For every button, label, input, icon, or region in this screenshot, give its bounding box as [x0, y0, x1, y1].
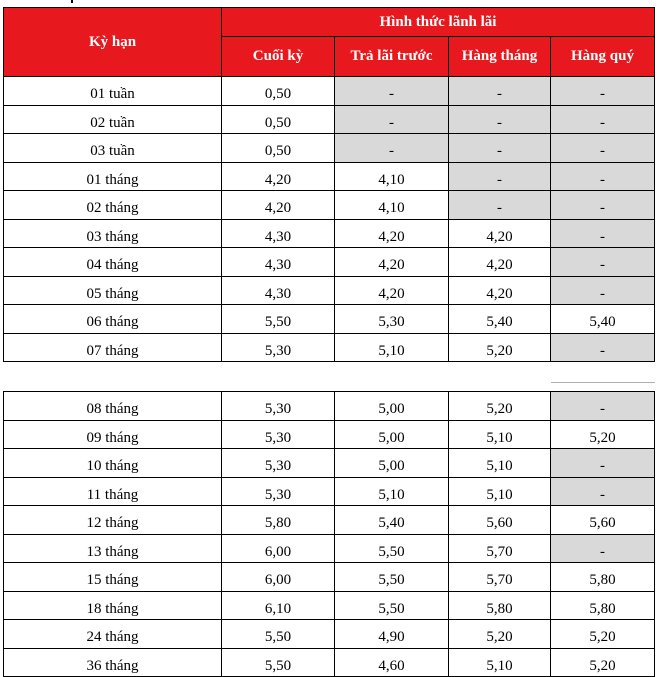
term-cell: 10 tháng [4, 449, 222, 478]
table-row [4, 563, 655, 592]
end-of-term-rate-cell: 4,20 [222, 162, 335, 191]
term-cell: 01 tháng [4, 162, 222, 191]
end-of-term-rate-cell: 4,30 [222, 219, 335, 248]
prepaid-rate-cell: 4,20 [335, 276, 449, 305]
prepaid-rate-cell: 5,00 [335, 449, 449, 478]
end-of-term-rate-cell: 4,30 [222, 276, 335, 305]
term-cell: 02 tuần [4, 105, 222, 134]
end-of-term-rate-cell: 5,50 [222, 648, 335, 677]
term-cell: 07 tháng [4, 333, 222, 362]
term-cell: 15 tháng [4, 563, 222, 592]
end-of-term-rate-cell: 5,30 [222, 392, 335, 421]
quarterly-rate-cell: - [551, 534, 655, 563]
table-row [4, 392, 655, 421]
end-of-term-rate-cell: 4,20 [222, 191, 335, 220]
scan-mark [71, 0, 73, 3]
term-cell: 11 tháng [4, 477, 222, 506]
end-of-term-rate-cell: 6,10 [222, 591, 335, 620]
table-row [4, 162, 655, 191]
table-row [4, 276, 655, 305]
prepaid-rate-cell: 5,00 [335, 420, 449, 449]
prepaid-rate-cell: 5,40 [335, 506, 449, 535]
end-of-term-rate-cell: 4,30 [222, 248, 335, 277]
quarterly-rate-cell: 5,60 [551, 506, 655, 535]
col-header-end-of-term: Cuối kỳ [222, 37, 335, 77]
prepaid-rate-cell: 5,10 [335, 333, 449, 362]
table-row [4, 534, 655, 563]
prepaid-rate-cell: 5,50 [335, 534, 449, 563]
end-of-term-rate-cell: 5,50 [222, 305, 335, 334]
monthly-rate-cell: - [449, 77, 551, 106]
quarterly-rate-cell: - [551, 248, 655, 277]
table-row [4, 105, 655, 134]
monthly-rate-cell: 5,10 [449, 449, 551, 478]
monthly-rate-cell: - [449, 105, 551, 134]
quarterly-rate-cell: - [551, 219, 655, 248]
table-row [4, 506, 655, 535]
col-header-monthly: Hàng tháng [449, 37, 551, 77]
quarterly-rate-cell: - [551, 333, 655, 362]
quarterly-rate-cell: - [551, 477, 655, 506]
end-of-term-rate-cell: 5,30 [222, 333, 335, 362]
table-row [4, 477, 655, 506]
prepaid-rate-cell: 4,10 [335, 162, 449, 191]
term-cell: 04 tháng [4, 248, 222, 277]
term-cell: 03 tuần [4, 134, 222, 163]
term-header: Kỳ hạn [4, 8, 222, 77]
monthly-rate-cell: - [449, 191, 551, 220]
col-header-quarterly: Hàng quý [551, 37, 655, 77]
end-of-term-rate-cell: 0,50 [222, 134, 335, 163]
monthly-rate-cell: - [449, 162, 551, 191]
table-row [4, 305, 655, 334]
end-of-term-rate-cell: 5,30 [222, 420, 335, 449]
quarterly-rate-cell: 5,40 [551, 305, 655, 334]
monthly-rate-cell: 5,10 [449, 648, 551, 677]
quarterly-rate-cell: - [551, 105, 655, 134]
term-cell: 08 tháng [4, 392, 222, 421]
prepaid-rate-cell: - [335, 77, 449, 106]
table-row [4, 333, 655, 362]
prepaid-rate-cell: - [335, 105, 449, 134]
monthly-rate-cell: 5,60 [449, 506, 551, 535]
quarterly-rate-cell: 5,20 [551, 420, 655, 449]
table-row [4, 134, 655, 163]
quarterly-rate-cell: - [551, 449, 655, 478]
end-of-term-rate-cell: 6,00 [222, 563, 335, 592]
prepaid-rate-cell: 5,30 [335, 305, 449, 334]
quarterly-rate-cell: 5,80 [551, 563, 655, 592]
monthly-rate-cell: 5,80 [449, 591, 551, 620]
prepaid-rate-cell: 4,90 [335, 620, 449, 649]
monthly-rate-cell: 5,10 [449, 420, 551, 449]
table-row [4, 420, 655, 449]
payment-method-header: Hình thức lãnh lãi [222, 8, 655, 37]
term-cell: 13 tháng [4, 534, 222, 563]
table-row [4, 191, 655, 220]
term-cell: 24 tháng [4, 620, 222, 649]
col-header-prepaid: Trả lãi trước [335, 37, 449, 77]
monthly-rate-cell: 5,70 [449, 534, 551, 563]
end-of-term-rate-cell: 5,30 [222, 477, 335, 506]
table-row [4, 219, 655, 248]
monthly-rate-cell: 5,70 [449, 563, 551, 592]
table-row [4, 620, 655, 649]
prepaid-rate-cell: 5,10 [335, 477, 449, 506]
term-cell: 09 tháng [4, 420, 222, 449]
table-row [4, 248, 655, 277]
table-row [4, 77, 655, 106]
monthly-rate-cell: 4,20 [449, 219, 551, 248]
quarterly-rate-cell: 5,80 [551, 591, 655, 620]
term-cell: 12 tháng [4, 506, 222, 535]
monthly-rate-cell: - [449, 134, 551, 163]
monthly-rate-cell: 5,40 [449, 305, 551, 334]
prepaid-rate-cell: 4,10 [335, 191, 449, 220]
term-cell: 06 tháng [4, 305, 222, 334]
quarterly-rate-cell: 5,20 [551, 620, 655, 649]
page-break-line [551, 382, 655, 383]
term-cell: 18 tháng [4, 591, 222, 620]
term-cell: 01 tuần [4, 77, 222, 106]
prepaid-rate-cell: 4,60 [335, 648, 449, 677]
monthly-rate-cell: 4,20 [449, 276, 551, 305]
monthly-rate-cell: 4,20 [449, 248, 551, 277]
table-row [4, 449, 655, 478]
table-row [4, 591, 655, 620]
prepaid-rate-cell: 5,00 [335, 392, 449, 421]
end-of-term-rate-cell: 5,30 [222, 449, 335, 478]
prepaid-rate-cell: 5,50 [335, 563, 449, 592]
end-of-term-rate-cell: 6,00 [222, 534, 335, 563]
prepaid-rate-cell: 5,50 [335, 591, 449, 620]
quarterly-rate-cell: - [551, 77, 655, 106]
monthly-rate-cell: 5,20 [449, 333, 551, 362]
end-of-term-rate-cell: 5,80 [222, 506, 335, 535]
quarterly-rate-cell: - [551, 162, 655, 191]
interest-rate-table-part2 [3, 391, 655, 677]
quarterly-rate-cell: - [551, 191, 655, 220]
monthly-rate-cell: 5,20 [449, 620, 551, 649]
table-row [4, 648, 655, 677]
end-of-term-rate-cell: 0,50 [222, 77, 335, 106]
term-cell: 03 tháng [4, 219, 222, 248]
term-cell: 05 tháng [4, 276, 222, 305]
prepaid-rate-cell: - [335, 134, 449, 163]
end-of-term-rate-cell: 5,50 [222, 620, 335, 649]
monthly-rate-cell: 5,20 [449, 392, 551, 421]
monthly-rate-cell: 5,10 [449, 477, 551, 506]
term-cell: 02 tháng [4, 191, 222, 220]
prepaid-rate-cell: 4,20 [335, 248, 449, 277]
prepaid-rate-cell: 4,20 [335, 219, 449, 248]
interest-rate-table-part1 [3, 7, 655, 362]
end-of-term-rate-cell: 0,50 [222, 105, 335, 134]
quarterly-rate-cell: - [551, 276, 655, 305]
quarterly-rate-cell: - [551, 392, 655, 421]
term-cell: 36 tháng [4, 648, 222, 677]
quarterly-rate-cell: - [551, 134, 655, 163]
quarterly-rate-cell: 5,20 [551, 648, 655, 677]
